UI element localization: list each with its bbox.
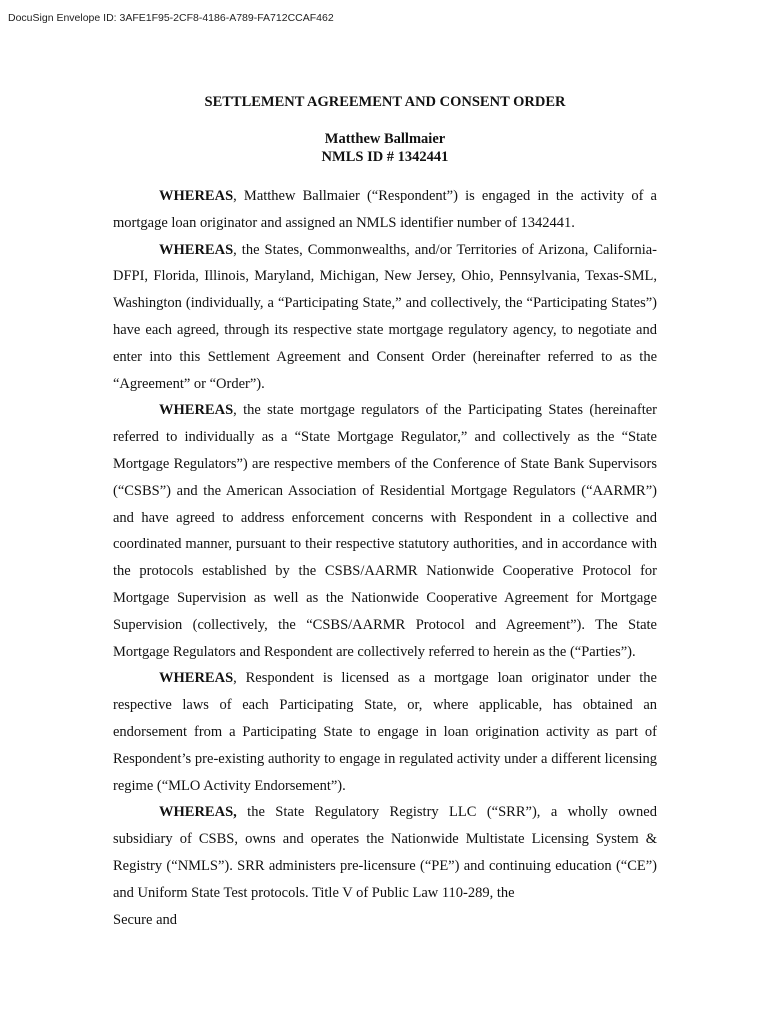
document-page bbox=[113, 92, 657, 933]
whereas-lead: WHEREAS, bbox=[159, 804, 237, 821]
paragraph-text: , Matthew Ballmaier (“Respondent”) is engaged in the activity of a mortgage loan originator and assigned an NMLS identifier number of 1342441. bbox=[113, 188, 657, 231]
whereas-lead: WHEREAS bbox=[159, 402, 234, 419]
paragraph-text: the State Regulatory Registry LLC (“SRR”), a wholly owned subsidiary of CSBS, owns and operates the Nationwide Multistate Licensing System & Registry (“NMLS”). SRR administers pre-licensure (“PE”) and continuing education (“CE”) and Uniform State Test protocols. Title V of Public Law 110-289, the bbox=[113, 804, 657, 901]
envelope-id: DocuSign Envelope ID: 3AFE1F95-2CF8-4186-A789-FA712CCAF462 bbox=[8, 12, 334, 24]
whereas-paragraph-3 bbox=[113, 397, 657, 665]
paragraph-text: , the States, Commonwealths, and/or Territories of Arizona, California-DFPI, Florida, Illinois, Maryland, Michigan, New Jersey, Ohio, Pennsylvania, Texas-SML, Washington (individually, a “Participating State,” and collectively, the “Participating States”) have each agreed, through its respective state mortgage regulatory agency, to negotiate and enter into this Settlement Agreement and Consent Order (hereinafter referred to as the “Agreement” or “Order”). bbox=[113, 241, 657, 392]
nmls-id: NMLS ID # 1342441 bbox=[321, 149, 449, 165]
whereas-paragraph-5 bbox=[113, 799, 657, 906]
paragraph-text: , the state mortgage regulators of the Participating States (hereinafter referred to individually as a “State Mortgage Regulator,” and collectively as the “State Mortgage Regulators”) are respective members of the Conference of State Bank Supervisors (“CSBS”) and the American Association of Residential Mortgage Regulators (“AARMR”) and have agreed to address enforcement concerns with Respondent in a collective and coordinated manner, pursuant to their respective statutory authorities, and in accordance with the protocols established by the CSBS/AARMR Nationwide Cooperative Protocol for Mortgage Supervision as well as the Nationwide Cooperative Agreement for Mortgage Supervision (collectively, the “CSBS/AARMR Protocol and Agreement”). The State Mortgage Regulators and Respondent are collectively referred to herein as the (“Parties”). bbox=[113, 402, 657, 660]
paragraph-text: , Respondent is licensed as a mortgage loan originator under the respective laws of each Participating State, or, where applicable, has obtained an endorsement from a Participating State to engage in loan origination activity as part of Respondent’s pre-existing authority to engage in regulated activity under a different licensing regime (“MLO Activity Endorsement”). bbox=[113, 670, 657, 794]
respondent-block bbox=[113, 130, 657, 166]
whereas-lead: WHEREAS bbox=[159, 241, 234, 258]
whereas-lead: WHEREAS bbox=[159, 670, 234, 687]
whereas-paragraph-4 bbox=[113, 665, 657, 799]
whereas-paragraph-2 bbox=[113, 237, 657, 398]
trailing-text: Secure and bbox=[113, 911, 178, 928]
whereas-lead: WHEREAS bbox=[159, 188, 234, 204]
respondent-name: Matthew Ballmaier bbox=[324, 131, 446, 147]
whereas-paragraph-1 bbox=[113, 183, 657, 237]
document-title: SETTLEMENT AGREEMENT AND CONSENT ORDER bbox=[204, 94, 566, 110]
